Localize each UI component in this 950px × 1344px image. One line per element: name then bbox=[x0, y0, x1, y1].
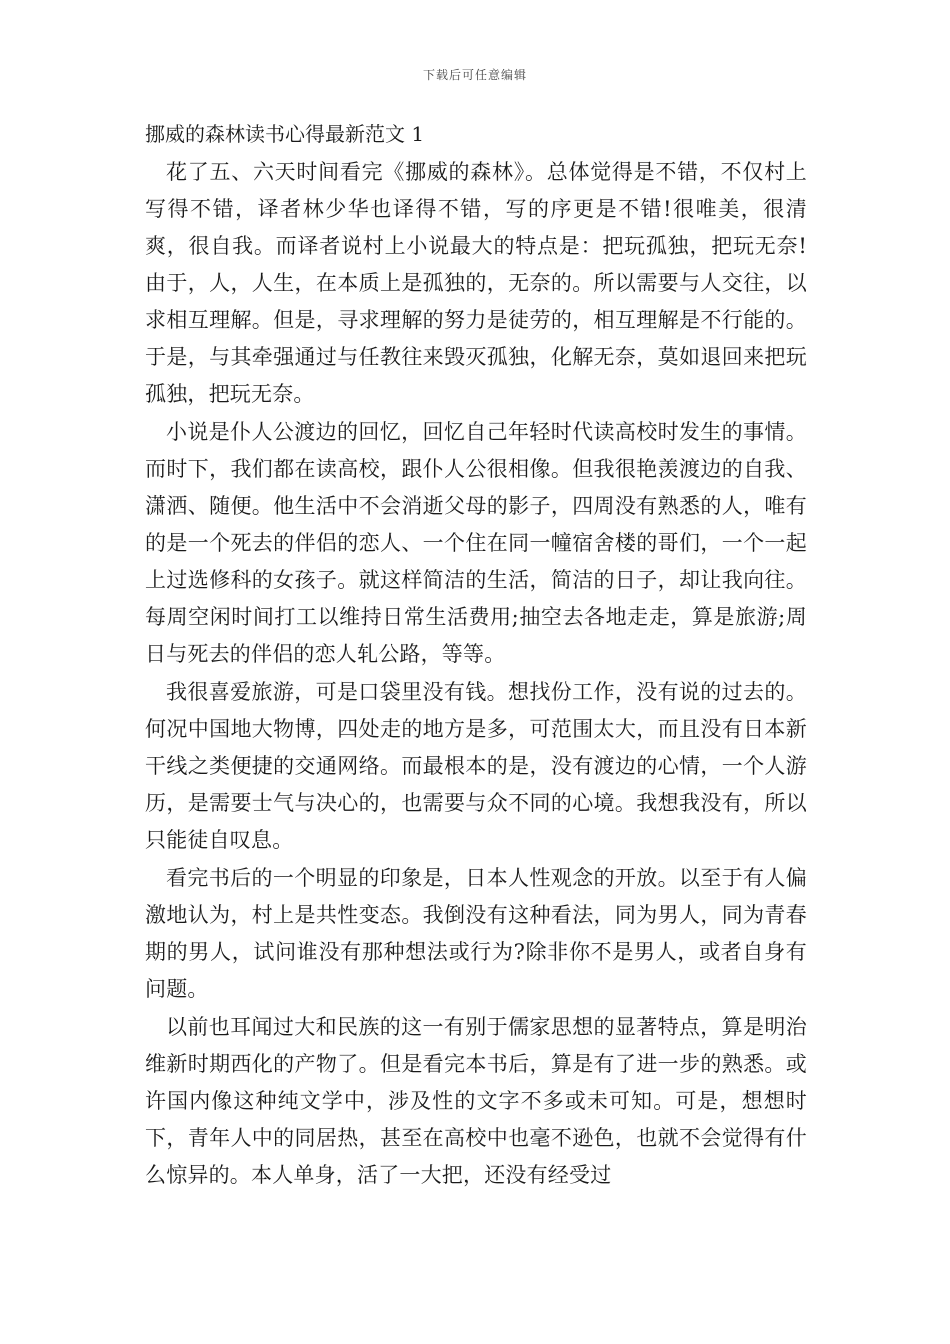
document-title: 挪威的森林读书心得最新范文 1 bbox=[145, 122, 425, 146]
paragraph-5: 以前也耳闻过大和民族的这一有别于儒家思想的显著特点，算是明治维新时期西化的产物了。但是看完本书后，算是有了进一步的熟悉。或许国内像这种纯文学中，涉及性的文字不多或未可知。可是，想想时下，青年人中的同居热，甚至在高校中也毫不逊色，也就不会觉得有什么惊异的。本人单身，活了一大把，还没有经受过 bbox=[145, 1015, 807, 1187]
paragraph-1: 花了五、六天时间看完《挪威的森林》。总体觉得是不错，不仅村上写得不错，译者林少华也译得不错，写的序更是不错!很唯美，很清爽，很自我。而译者说村上小说最大的特点是：把玩孤独，把玩无奈!由于，人，人生，在本质上是孤独的，无奈的。所以需要与人交往，以求相互理解。但是，寻求理解的努力是徒劳的，相互理解是不行能的。于是，与其牵强通过与任教往来毁灭孤独，化解无奈，莫如退回来把玩孤独，把玩无奈。 bbox=[145, 160, 807, 406]
header-note: 下载后可任意编辑 bbox=[422, 68, 527, 82]
paragraph-2: 小说是仆人公渡边的回忆，回忆自己年轻时代读高校时发生的事情。而时下，我们都在读高校，跟仆人公很相像。但我很艳羡渡边的自我、潇洒、随便。他生活中不会消逝父母的影子，四周没有熟悉的人，唯有的是一个死去的伴侣的恋人、一个住在同一幢宿舍楼的哥们，一个一起上过选修科的女孩子。就这样简洁的生活，简洁的日子，却让我向往。每周空闲时间打工以维持日常生活费用;抽空去各地走走，算是旅游;周日与死去的伴侣的恋人轧公路，等等。 bbox=[145, 420, 807, 666]
document-body bbox=[145, 118, 807, 1195]
paragraph-3: 我很喜爱旅游，可是口袋里没有钱。想找份工作，没有说的过去的。何况中国地大物博，四处走的地方是多，可范围太大，而且没有日本新干线之类便捷的交通网络。而最根本的是，没有渡边的心情，一个人游历，是需要士气与决心的，也需要与众不同的心境。我想我没有，所以只能徒自叹息。 bbox=[145, 680, 807, 852]
paragraph-4: 看完书后的一个明显的印象是，日本人性观念的开放。以至于有人偏激地认为，村上是共性变态。我倒没有这种看法，同为男人，同为青春期的男人，试问谁没有那种想法或行为?除非你不是男人，或者自身有问题。 bbox=[145, 866, 807, 1001]
